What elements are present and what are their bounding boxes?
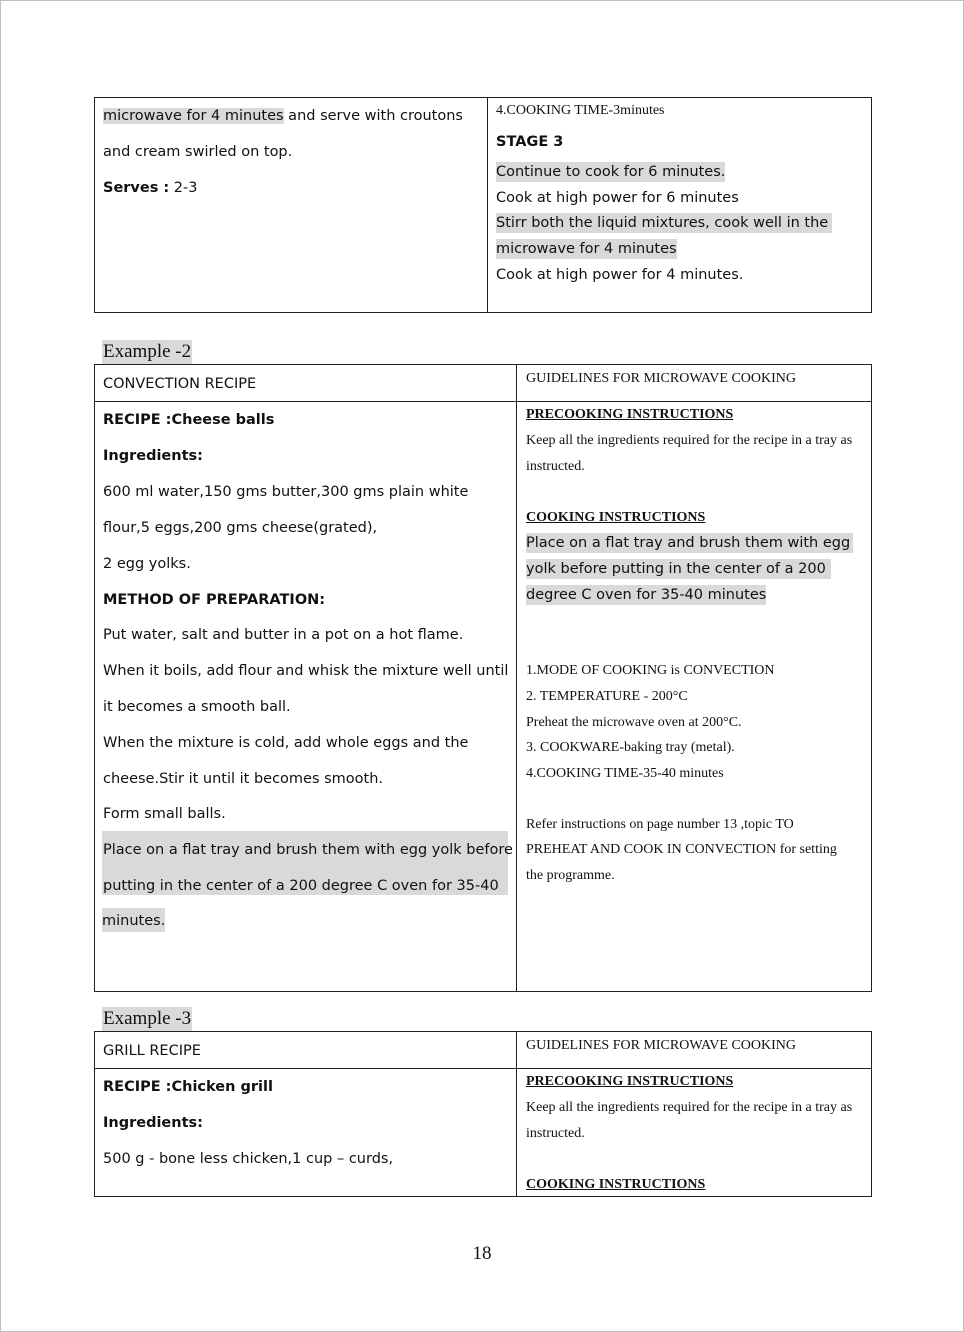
ex2-method-line: cheese.Stir it until it becomes smooth. [103,771,384,787]
ex2-method-line-highlighted: minutes. [102,908,165,932]
ex2-temperature: 2. TEMPERATURE - 200°C [526,689,688,704]
example-3-column-divider [516,1031,517,1197]
serves-line [103,178,198,198]
example-2-header-right: GUIDELINES FOR MICROWAVE COOKING [526,371,797,386]
ex2-cooking-line: Place on a flat tray and brush them with egg [526,533,853,553]
page-number: 18 [472,1243,492,1264]
ex2-cooking-time: 4.COOKING TIME-35-40 minutes [526,766,724,781]
ex2-reference-line: Refer instructions on page number 13 ,topic TO [526,817,794,832]
example-3-header-left: GRILL RECIPE [103,1043,201,1059]
ex2-method-line-highlighted: Place on a flat tray and brush them with egg yolk before [103,842,513,858]
ex2-preheat: Preheat the microwave oven at 200°C. [526,715,742,730]
ex2-method-label: METHOD OF PREPARATION: [103,592,326,608]
ex2-cooking-line: yolk before putting in the center of a 200 [526,559,831,579]
ex3-precooking-line: Keep all the ingredients required for the recipe in a tray as [526,1100,853,1115]
top-left-line1-highlight: microwave for 4 minutes [103,108,284,124]
ex2-reference-line: the programme. [526,868,615,883]
ex3-precooking-title: PRECOOKING INSTRUCTIONS [526,1074,734,1089]
example-2-column-divider [516,364,517,992]
ex2-method-line: Form small balls. [103,806,226,822]
serves-label: Serves : [103,180,170,196]
ex2-method-line: When the mixture is cold, add whole eggs and the [103,735,469,751]
ex2-ingredient-line: 2 egg yolks. [103,556,191,572]
example-2-header-divider [94,401,872,402]
ex2-method-line: When it boils, add flour and whisk the mixture well until [103,663,509,679]
ex2-precooking-line: Keep all the ingredients required for the recipe in a tray as [526,433,853,448]
example-3-label: Example -3 [103,1008,192,1029]
ex2-mode: 1.MODE OF COOKING is CONVECTION [526,663,775,678]
ex2-cooking-line: degree C oven for 35-40 minutes [526,587,767,603]
ex2-recipe-title: RECIPE :Cheese balls [103,412,275,428]
top-left-line1 [103,106,463,126]
top-right-line2: Cook at high power for 6 minutes [496,190,739,206]
top-left-line1-rest: and serve with croutons [283,108,463,124]
example-2-header-left: CONVECTION RECIPE [103,376,257,392]
top-table [94,97,872,313]
ex2-reference-line: PREHEAT AND COOK IN CONVECTION for setting [526,842,837,857]
example-2-label: Example -2 [103,341,192,362]
top-right-line1: Continue to cook for 6 minutes. [496,164,726,180]
top-table-divider [487,97,488,313]
top-left-line2: and cream swirled on top. [103,144,293,160]
serves-value: 2-3 [169,180,198,196]
stage-heading: STAGE 3 [496,134,564,150]
example-3-header-divider [94,1068,872,1069]
ex2-ingredient-line: 600 ml water,150 gms butter,300 gms plain white [103,484,469,500]
ex2-method-line-highlighted: putting in the center of a 200 degree C oven for 35-40 [103,878,499,894]
example-3-header-right: GUIDELINES FOR MICROWAVE COOKING [526,1038,797,1053]
ex2-cookware: 3. COOKWARE-baking tray (metal). [526,740,735,755]
ex3-precooking-line: instructed. [526,1126,585,1141]
ex2-precooking-title: PRECOOKING INSTRUCTIONS [526,407,734,422]
ex2-method-line: Put water, salt and butter in a pot on a hot flame. [103,627,464,643]
ex2-cooking-title: COOKING INSTRUCTIONS [526,510,706,525]
top-right-cooking-time: 4.COOKING TIME-3minutes [496,103,665,118]
ex2-method-line: it becomes a smooth ball. [103,699,291,715]
ex3-cooking-title: COOKING INSTRUCTIONS [526,1177,706,1192]
ex2-precooking-line: instructed. [526,459,585,474]
ex3-recipe-title: RECIPE :Chicken grill [103,1079,273,1095]
ex2-ingredients-label: Ingredients: [103,448,203,464]
ex3-ingredient-line: 500 g - bone less chicken,1 cup – curds, [103,1151,394,1167]
ex2-ingredient-line: flour,5 eggs,200 gms cheese(grated), [103,520,378,536]
top-right-line4: microwave for 4 minutes [496,241,677,257]
top-right-line3: Stirr both the liquid mixtures, cook well in the [496,213,832,233]
ex3-ingredients-label: Ingredients: [103,1115,203,1131]
top-right-line5: Cook at high power for 4 minutes. [496,267,744,283]
